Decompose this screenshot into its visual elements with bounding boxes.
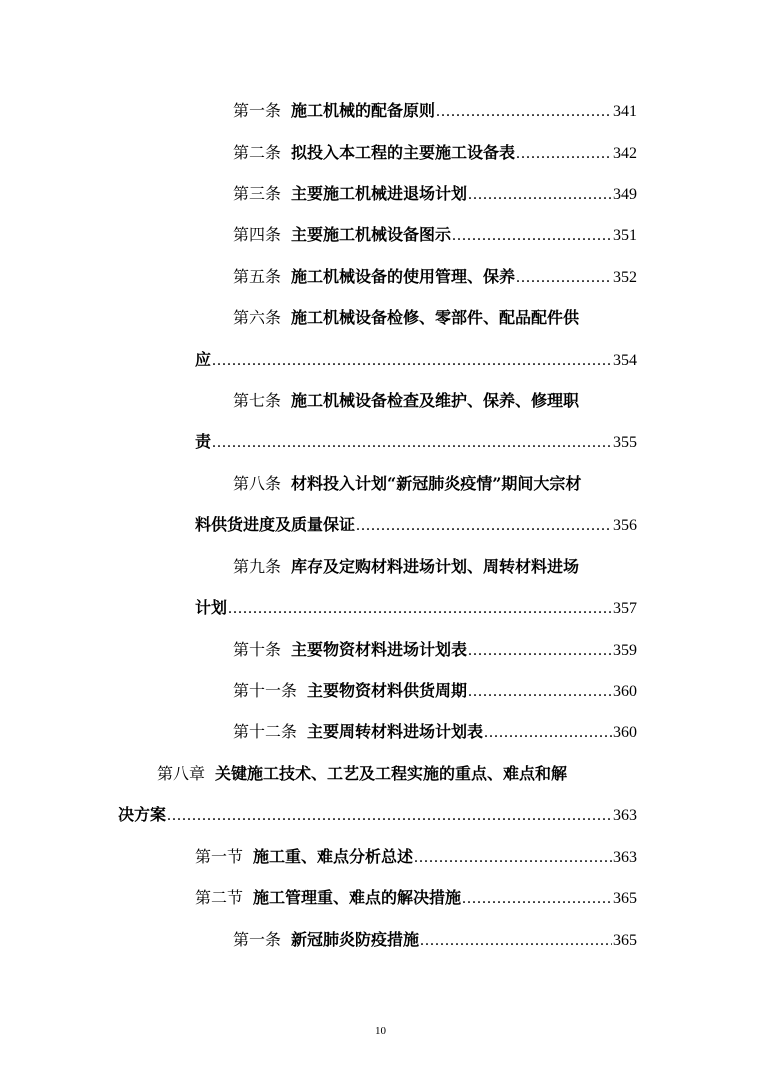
toc-entry-number: 第五条 — [233, 269, 282, 286]
toc-entry-title: 施工管理重、难点的解决措施 — [253, 888, 462, 907]
toc-entry-page: 365 — [613, 932, 637, 949]
toc-entry-title: 关键施工技术、工艺及工程实施的重点、难点和解 — [215, 764, 568, 783]
toc-entry[interactable] — [233, 637, 637, 659]
toc-entry-title-cont: 应 — [195, 350, 212, 369]
toc-entry-page: 349 — [613, 186, 637, 203]
toc-entry-page: 351 — [613, 227, 637, 244]
toc-entry-page: 365 — [613, 890, 637, 907]
toc-entry-title: 施工机械设备的使用管理、保养 — [291, 267, 516, 286]
toc-entry[interactable] — [233, 181, 637, 203]
toc-entry-page: 360 — [613, 724, 637, 741]
dot-leader — [228, 600, 612, 618]
toc-entry-page: 360 — [613, 683, 637, 700]
page-number: 10 — [375, 1025, 386, 1037]
toc-entry[interactable] — [233, 305, 637, 327]
dot-leader — [462, 890, 612, 908]
toc-chapter-entry[interactable] — [157, 761, 637, 783]
toc-entry-title: 库存及定购材料进场计划、周转材料进场 — [291, 557, 580, 576]
toc-entry-continuation[interactable] — [195, 512, 637, 534]
toc-entry-title: 主要周转材料进场计划表 — [307, 722, 484, 741]
dot-leader — [468, 683, 612, 701]
toc-entry[interactable] — [233, 222, 637, 244]
toc-entry-number: 第十一条 — [233, 683, 298, 700]
toc-entry[interactable] — [233, 98, 637, 120]
dot-leader — [167, 807, 612, 825]
dot-leader — [356, 517, 612, 535]
toc-entry-continuation[interactable] — [118, 802, 637, 824]
dot-leader — [420, 932, 612, 950]
toc-entry-number: 第十二条 — [233, 724, 298, 741]
toc-entry-title-cont: 料供货进度及质量保证 — [195, 515, 356, 534]
toc-entry-title: 施工机械的配备原则 — [291, 101, 436, 120]
toc-entry-title: 新冠肺炎防疫措施 — [291, 930, 420, 949]
toc-entry[interactable] — [233, 264, 637, 286]
toc-entry-title-cont: 责 — [195, 432, 212, 451]
toc-entry[interactable] — [233, 554, 637, 576]
toc-entry-page: 342 — [613, 145, 637, 162]
toc-entry-number: 第六条 — [233, 310, 282, 327]
toc-entry-title: 施工机械设备检查及维护、保养、修理职 — [291, 391, 580, 410]
dot-leader — [212, 352, 612, 370]
toc-entry-number: 第九条 — [233, 559, 282, 576]
toc-section-entry[interactable] — [195, 844, 637, 866]
toc-entry-continuation[interactable] — [195, 347, 637, 369]
toc-entry-number: 第二节 — [195, 890, 244, 907]
toc-entry-number: 第一节 — [195, 849, 244, 866]
toc-entry-title-cont: 决方案 — [118, 805, 167, 824]
toc-entry[interactable] — [233, 140, 637, 162]
toc-entry-title-cont: 计划 — [195, 598, 228, 617]
toc-entry[interactable] — [233, 678, 637, 700]
toc-entry[interactable] — [233, 927, 637, 949]
toc-entry[interactable] — [233, 719, 637, 741]
toc-entry-page: 359 — [613, 642, 637, 659]
toc-entry-title: 施工机械设备检修、零部件、配品配件供 — [291, 308, 580, 327]
dot-leader — [212, 434, 612, 452]
toc-entry-page: 341 — [613, 103, 637, 120]
toc-entry-number: 第七条 — [233, 393, 282, 410]
toc-entry-number: 第一条 — [233, 103, 282, 120]
toc-entry-title: 施工重、难点分析总述 — [253, 847, 414, 866]
toc-entry-title: 主要物资材料进场计划表 — [291, 640, 468, 659]
toc-entry-number: 第十条 — [233, 642, 282, 659]
toc-entry[interactable] — [233, 471, 637, 493]
toc-entry-page: 352 — [613, 269, 637, 286]
toc-entry-title: 拟投入本工程的主要施工设备表 — [291, 143, 516, 162]
toc-entry-page: 363 — [613, 849, 637, 866]
toc-entry-title: 材料投入计划“新冠肺炎疫情”期间大宗材 — [291, 474, 582, 493]
dot-leader — [516, 145, 612, 163]
toc-entry-page: 354 — [613, 352, 637, 369]
toc-entry-page: 363 — [613, 807, 637, 824]
toc-entry-title: 主要施工机械进退场计划 — [291, 184, 468, 203]
toc-entry-title: 主要物资材料供货周期 — [307, 681, 468, 700]
toc-entry-number: 第二条 — [233, 145, 282, 162]
toc-entry-number: 第八章 — [157, 766, 206, 783]
toc-entry-number: 第三条 — [233, 186, 282, 203]
toc-section-entry[interactable] — [195, 885, 637, 907]
toc-entry-number: 第一条 — [233, 932, 282, 949]
dot-leader — [516, 269, 612, 287]
toc-entry-page: 357 — [613, 600, 637, 617]
toc-entry-number: 第四条 — [233, 227, 282, 244]
toc-entry-title: 主要施工机械设备图示 — [291, 225, 452, 244]
toc-entry-page: 355 — [613, 434, 637, 451]
dot-leader — [468, 642, 612, 660]
toc-entry-continuation[interactable] — [195, 595, 637, 617]
dot-leader — [484, 724, 612, 742]
toc-entry-page: 356 — [613, 517, 637, 534]
toc-entry-continuation[interactable] — [195, 429, 637, 451]
dot-leader — [436, 103, 612, 121]
toc-entry[interactable] — [233, 388, 637, 410]
dot-leader — [452, 227, 612, 245]
toc-entry-number: 第八条 — [233, 476, 282, 493]
dot-leader — [414, 849, 612, 867]
dot-leader — [468, 186, 612, 204]
